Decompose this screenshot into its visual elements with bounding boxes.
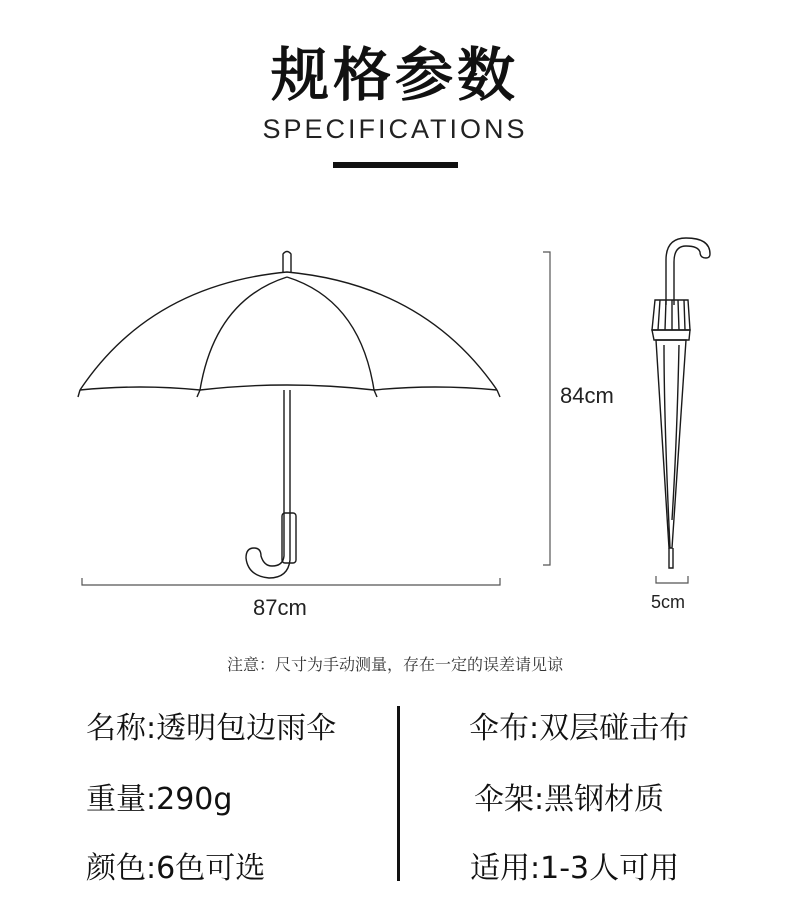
diameter-dimension-line — [656, 576, 688, 583]
spec-colors: 颜色:6色可选 — [86, 851, 266, 886]
umbrella-hem — [80, 385, 497, 390]
umbrella-tip — [283, 252, 291, 273]
spec-divider — [397, 706, 400, 881]
measurement-note: 注意：尺寸为手动测量，存在一定的误差请见谅 — [226, 655, 563, 674]
spec-name: 名称:透明包边雨伞 — [86, 711, 337, 746]
page-subtitle: SPECIFICATIONS — [262, 114, 528, 144]
umbrella-rib-left — [200, 277, 287, 390]
height-label: 84cm — [560, 383, 614, 408]
umbrella-shaft — [284, 390, 290, 513]
width-label: 87cm — [253, 595, 307, 620]
closed-umbrella-body — [656, 340, 686, 548]
umbrella-rib-right — [287, 277, 374, 390]
height-dimension-line — [543, 252, 550, 565]
umbrella-handle — [246, 513, 290, 578]
width-dimension-line — [82, 578, 500, 585]
spec-fabric: 伞布:双层碰击布 — [469, 711, 690, 746]
diameter-label: 5cm — [651, 592, 686, 612]
umbrella-canopy — [80, 272, 497, 390]
spec-weight: 重量:290g — [86, 782, 233, 817]
closed-umbrella-handle — [666, 238, 710, 305]
spec-frame: 伞架:黑钢材质 — [474, 782, 665, 817]
closed-umbrella-tip — [669, 548, 673, 568]
spec-capacity: 适用:1-3人可用 — [470, 851, 680, 886]
page-title: 规格参数 — [270, 41, 519, 109]
